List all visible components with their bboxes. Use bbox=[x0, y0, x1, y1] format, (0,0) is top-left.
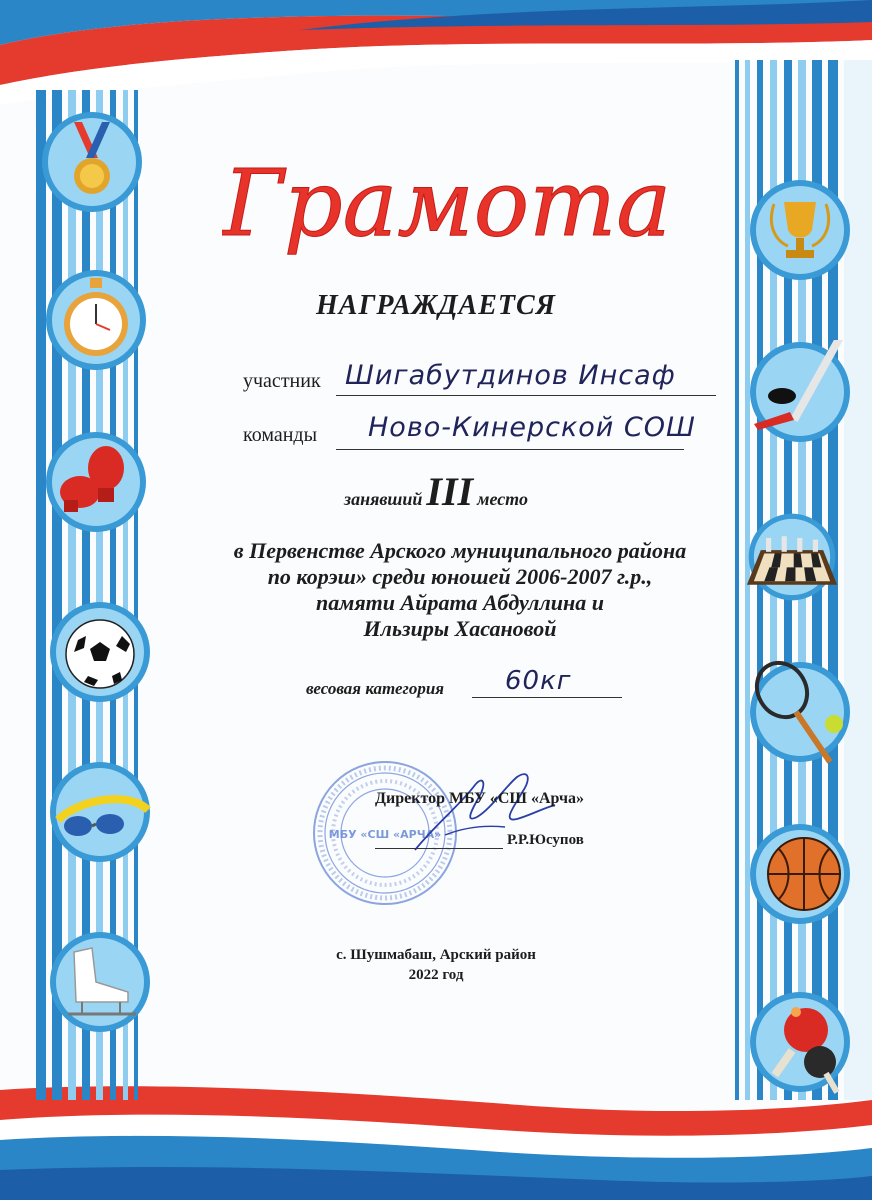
medal-icon bbox=[40, 110, 144, 214]
year: 2022 год bbox=[408, 967, 464, 983]
team-label: команды bbox=[243, 424, 318, 446]
director-title: Директор МБУ «СШ «Арча» bbox=[375, 790, 585, 807]
event-line: памяти Айрата Абдуллина и bbox=[316, 590, 604, 615]
event-line: по корэш» среди юношей 2006-2007 г.р., bbox=[267, 564, 653, 589]
event-line: в Первенстве Арского муниципального района bbox=[233, 538, 687, 563]
table-tennis-icon bbox=[748, 990, 852, 1094]
soccer-ball-icon bbox=[48, 600, 152, 704]
team-name: Ново-Кинерской СОШ bbox=[368, 412, 696, 443]
location-block bbox=[0, 945, 872, 985]
chess-board-icon bbox=[740, 505, 844, 609]
tennis-racket-icon bbox=[748, 660, 852, 764]
place-prefix: занявший bbox=[344, 489, 423, 509]
hockey-stick-icon bbox=[748, 340, 852, 444]
swim-goggles-icon bbox=[48, 760, 152, 864]
stamp-center-text: МБУ «СШ «АРЧА» bbox=[328, 828, 442, 841]
title-text: Грамота bbox=[222, 150, 672, 257]
awarded-heading: НАГРАЖДАЕТСЯ bbox=[316, 290, 556, 321]
team-underline bbox=[336, 449, 684, 450]
participant-label: участник bbox=[243, 370, 321, 392]
weight-value: 60кг bbox=[505, 666, 572, 696]
trophy-icon bbox=[748, 178, 852, 282]
event-line: Ильзиры Хасановой bbox=[363, 616, 557, 641]
weight-underline bbox=[472, 697, 622, 698]
participant-name: Шигабутдинов Инсаф bbox=[345, 360, 676, 391]
location: с. Шушмабаш, Арский район bbox=[336, 947, 536, 963]
place-number: III bbox=[426, 469, 474, 514]
weight-label: весовая категория bbox=[306, 679, 445, 698]
place-suffix: место bbox=[477, 489, 528, 509]
certificate-title bbox=[222, 120, 672, 280]
place-line bbox=[0, 468, 872, 515]
basketball-icon bbox=[748, 822, 852, 926]
participant-underline bbox=[336, 395, 716, 396]
signature-line bbox=[375, 848, 503, 849]
title-graphic bbox=[222, 120, 672, 280]
event-description bbox=[180, 538, 740, 642]
director-name: Р.Р.Юсупов bbox=[507, 832, 584, 848]
